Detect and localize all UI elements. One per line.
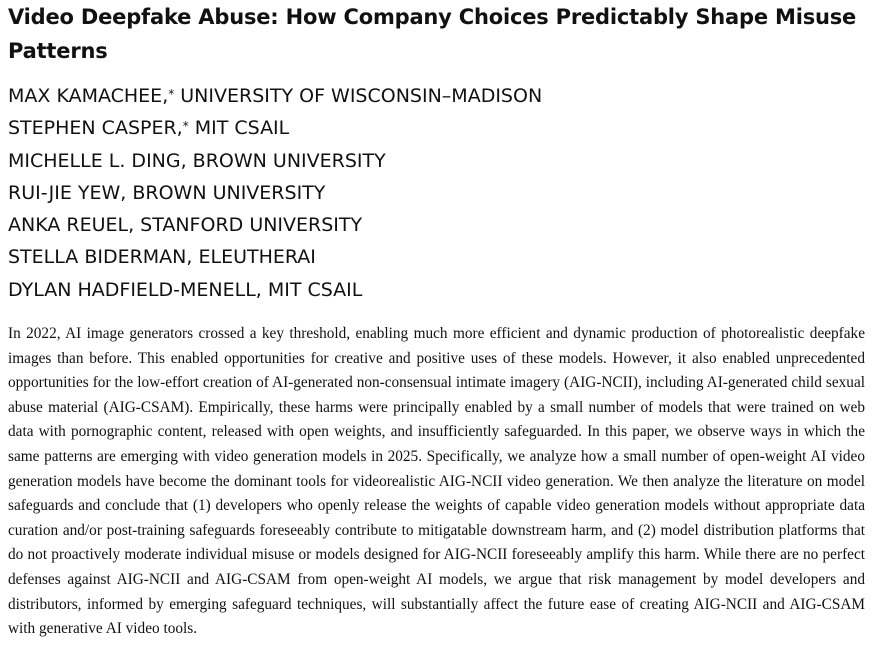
- author-affiliation: UNIVERSITY OF WISCONSIN–MADISON: [174, 85, 543, 107]
- author-name: MAX KAMACHEE,: [8, 85, 169, 107]
- author-line: [8, 274, 866, 306]
- author-line: [8, 145, 866, 177]
- author-line: [8, 80, 866, 112]
- author-name: DYLAN HADFIELD-MENELL, MIT CSAIL: [8, 278, 363, 301]
- author-name: MICHELLE L. DING, BROWN UNIVERSITY: [8, 149, 386, 172]
- author-list: [8, 80, 866, 306]
- author-name: STEPHEN CASPER,: [8, 117, 183, 140]
- author-affiliation: MIT CSAIL: [188, 117, 290, 140]
- abstract: In 2022, AI image generators crossed a key threshold, enabling much more efficient and dynamic production of photorealistic deepfake images than before. This enabled opportunities for creative and positive uses of these models. However, it also enabled unprecedented opportunities for the low-effort creation of AI-generated non-consensual intimate imagery (AIG-NCII), including AI-generated child sexual abuse material (AIG-CSAM). Empirically, these harms were principally enabled by a small number of models that were trained on web data with pornographic content, released with open weights, and insufficiently safeguarded. In this paper, we observe ways in which the same patterns are emerging with video generation models in 2025. Specifically, we analyze how a small number of open-weight AI video generation models have become the dominant tools for videorealistic AIG-NCII video generation. We then analyze the literature on model safeguards and conclude that (1) developers who openly release the weights of capable video generation models without appropriate data curation and/or post-training safeguards foreseeably contribute to mitigatable downstream harm, and (2) model distribution platforms that do not proactively moderate individual misuse or models designed for AIG-NCII foreseeably amplify this harm. While there are no perfect defenses against AIG-NCII and AIG-CSAM from open-weight AI models, we argue that risk management by model developers and distributors, informed by emerging safeguard techniques, will substantially affect the future ease of creating AIG-NCII and AIG-CSAM with generative AI video tools.: [8, 325, 865, 638]
- paper-page: [8, 0, 866, 657]
- author-name: ANKA REUEL, STANFORD UNIVERSITY: [8, 214, 363, 237]
- author-line: [8, 112, 866, 144]
- author-line: [8, 177, 866, 209]
- author-line: [8, 209, 866, 241]
- equal-contribution-mark: *: [182, 119, 189, 134]
- paper-title: Video Deepfake Abuse: How Company Choices Predictably Shape Misuse Patterns: [8, 5, 857, 63]
- author-line: [8, 241, 866, 273]
- author-name: RUI-JIE YEW, BROWN UNIVERSITY: [8, 181, 326, 204]
- equal-contribution-mark: *: [168, 87, 175, 101]
- author-name: STELLA BIDERMAN, ELEUTHERAI: [8, 246, 316, 269]
